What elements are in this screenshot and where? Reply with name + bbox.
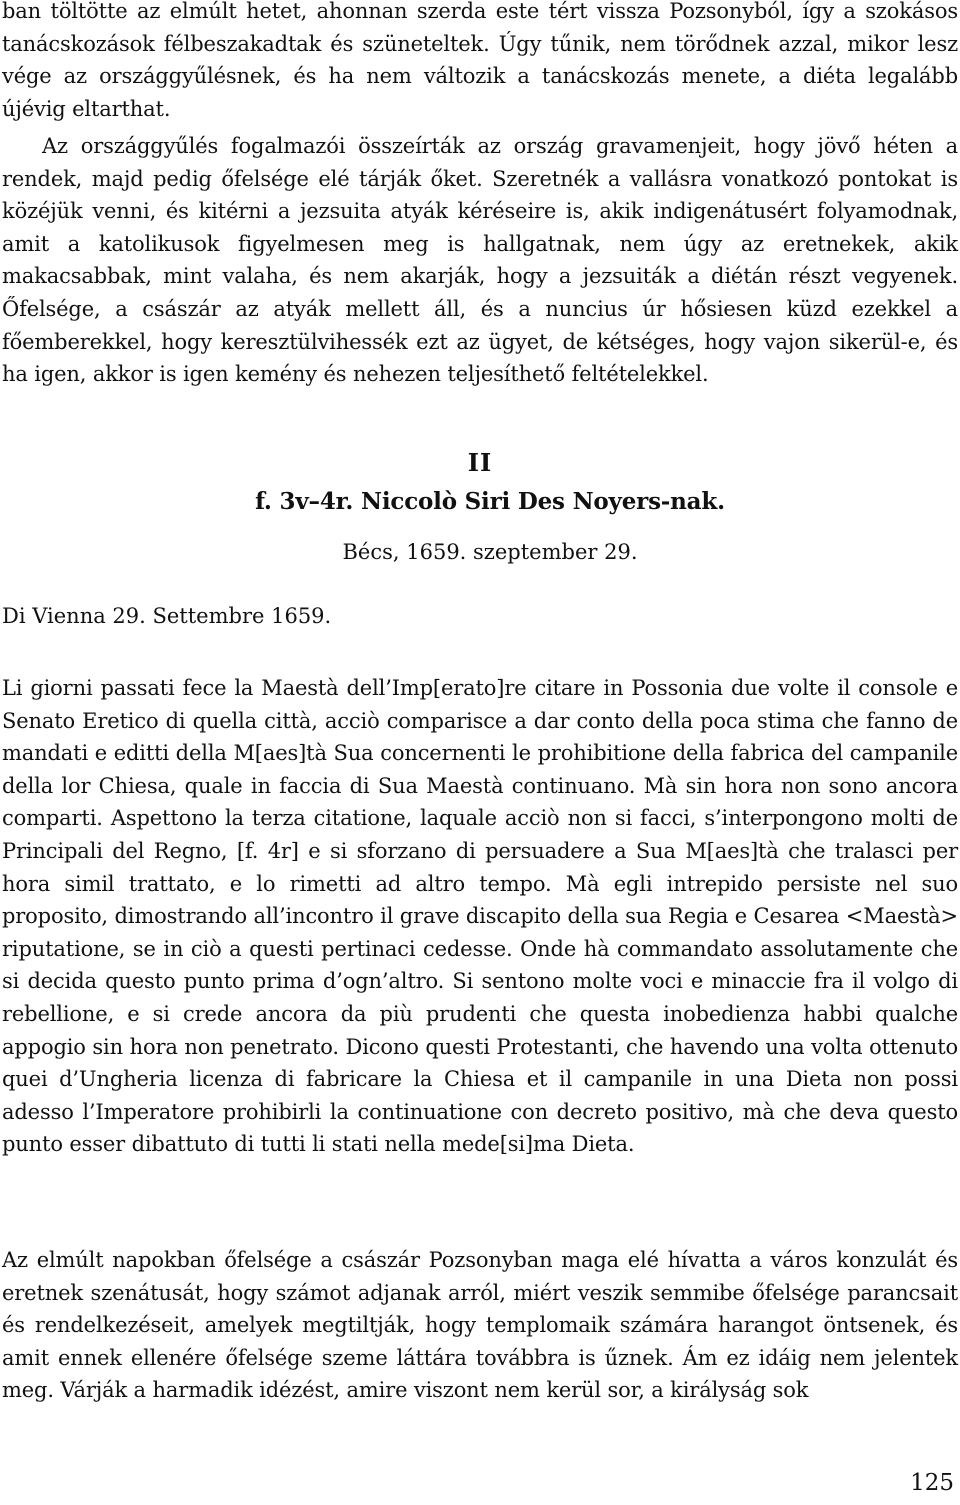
- paragraph-italian-letter: Li giorni passati fece la Maestà dell’Imp[erato]re citare in Possonia due volte il console e Senato Eretico di quella città, acciò comparisce a dar conto della poca stima che fanno de mandati e editti della M[aes]tà Sua concernenti le prohibitione della fabrica del campanile della lor Chiesa, quale in faccia di Sua Maestà continuano. Mà sin hora non sono ancora comparti. Aspettono la terza citatione, laquale acciò non si facci, s’interpongono molti de Principali del Regno, [f. 4r] e si sforzano di persuadere a Sua M[aes]tà che tralasci per hora simil trattato, e lo rimetti ad altro tempo. Mà egli intrepido persiste nel suo proposito, dimostrando all’incontro il grave discapito della sua Regia e Cesarea <Maestà> riputatione, se in ciò a questi pertinaci cedesse. Onde hà commandato assolutamente che si decida questo punto prima d’ogn’altro. Si sentono molte voci e minaccie fra il volgo di rebellione, e si crede ancora da più prudenti che questa inobedienza habbi qualche appogio sin hora non penetrato. Dicono questi Protestanti, che havendo una volta ottenuto quei d’Ungheria licenza di fabricare la Chiesa et il campanile in una Dieta non possi adesso l’Imperatore prohibirli la continuatione con decreto positivo, mà che deva questo punto esser dibattuto di tutti li stati nella mede[si]ma Dieta.: [2, 676, 958, 1157]
- document-date-hungarian: Bécs, 1659. szeptember 29.: [342, 540, 638, 564]
- book-page: [2, 0, 958, 1505]
- page-number: 125: [910, 1470, 954, 1496]
- paragraph-hungarian-gravamina: Az országgyűlés fogalmazói összeírták az ország gravamenjeit, hogy jövő héten a rendek, majd pedig őfelsége elé tárják őket. Szeretnék a vallásra vonatkozó pontokat is közéjük venni, és kitérni a jezsuita atyák kéréseire is, akik indigenátusért folyamodnak, amit a katolikusok figyelmesen meg is hallgatnak, nem úgy az eretnekek, akik makacsabbak, mint valaha, és nem akarják, hogy a jezsuiták a diétán részt vegyenek. Őfelsége, a császár az atyák mellett áll, és a nuncius úr hősiesen küzd ezekkel a főemberekkel, hogy keresztülvihessék ezt az ügyet, de kétséges, hogy vajon sikerül-e, és ha igen, akkor is igen kemény és nehezen teljesíthető feltételekkel.: [2, 134, 958, 387]
- paragraph-hungarian-translation: Az elmúlt napokban őfelsége a császár Pozsonyban maga elé hívatta a város konzulát és eretnek szenátusát, hogy számot adjanak arról, miért veszik semmibe őfelsége parancsait és rendelkezéseit, amelyek megtiltják, hogy templomaik számára harangot öntsenek, és amit ennek ellenére őfelsége szeme láttára továbbra is űznek. Ám ez idáig nem jelentek meg. Várják a harmadik idézést, amire viszont nem kerül sor, a királyság sok: [2, 1248, 958, 1403]
- document-title: f. 3v–4r. Niccolò Siri Des Noyers-nak.: [255, 488, 725, 515]
- document-number: II: [467, 448, 493, 477]
- paragraph-hungarian-continuation: ban töltötte az elmúlt hetet, ahonnan szerda este tért vissza Pozsonyból, így a szokásos tanácskozások félbeszakadtak és szüneteltek. Úgy tűnik, nem törődnek azzal, mikor lesz vége az országgyűlésnek, és ha nem változik a tanácskozás menete, a diéta legalább újévig eltarthat.: [2, 0, 958, 121]
- document-date-italian: Di Vienna 29. Settembre 1659.: [2, 604, 332, 628]
